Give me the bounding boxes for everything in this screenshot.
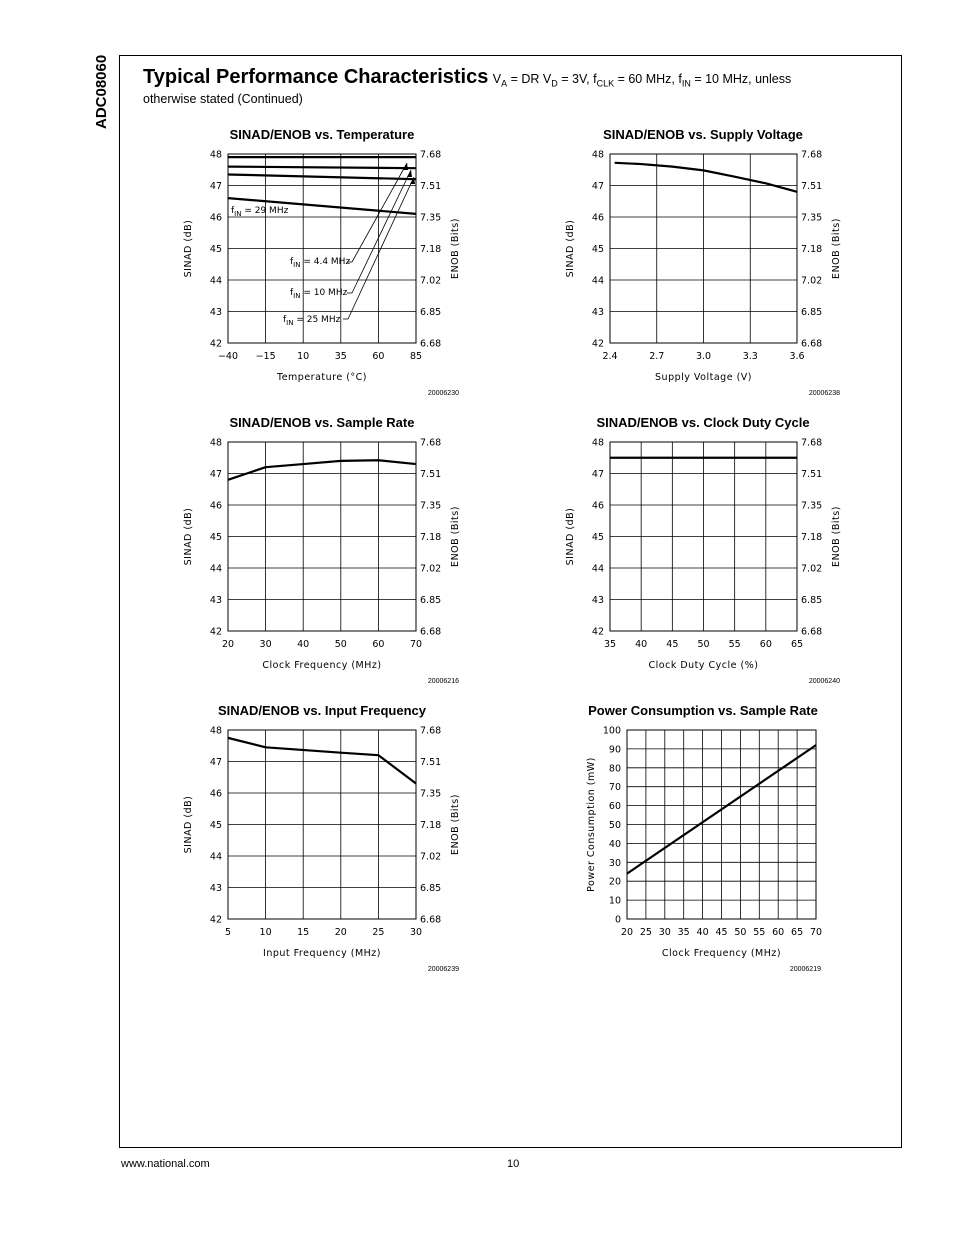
series-annotation: $f_{IN} = 10$ MHz (290, 288, 348, 300)
y-axis-label: SINAD (dB) (183, 219, 194, 278)
x-tick-label: 10 (259, 927, 272, 938)
footer-url: www.national.com (121, 1158, 210, 1170)
x-tick-label: 50 (334, 639, 347, 650)
chart-input (183, 703, 461, 973)
y2-tick-label: 7.18 (420, 532, 442, 543)
series-line (228, 460, 416, 480)
y2-tick-label: 6.85 (420, 595, 442, 606)
chart-title: SINAD/ENOB vs. Temperature (229, 127, 415, 142)
x-axis-label: Clock Frequency (MHz) (262, 660, 382, 671)
x-tick-label: 25 (372, 927, 385, 938)
y-tick-label: 42 (209, 338, 222, 350)
y2-tick-label: 6.68 (801, 338, 823, 350)
y2-tick-label: 7.68 (420, 149, 442, 161)
y-tick-label: 47 (591, 469, 604, 480)
y2-tick-label: 7.02 (420, 275, 442, 287)
y2-tick-label: 6.85 (801, 307, 823, 318)
y-tick-label: 43 (591, 307, 604, 318)
y2-tick-label: 7.18 (801, 532, 823, 543)
y-tick-label: 0 (614, 914, 621, 926)
chart-title: SINAD/ENOB vs. Input Frequency (217, 703, 427, 718)
y2-tick-label: 6.68 (420, 914, 442, 926)
y-tick-label: 42 (591, 626, 604, 638)
y2-tick-label: 7.35 (420, 500, 442, 512)
x-tick-label: 35 (677, 927, 690, 938)
x-tick-label: 3.6 (789, 351, 805, 362)
y-tick-label: 42 (209, 626, 222, 638)
y2-tick-label: 7.68 (420, 725, 442, 737)
annotation-leader (352, 170, 411, 293)
y2-tick-label: 7.18 (420, 820, 442, 831)
y-tick-label: 44 (209, 563, 222, 575)
chart-supply (565, 127, 842, 397)
y2-tick-label: 6.68 (801, 626, 823, 638)
x-tick-label: 3.0 (695, 351, 712, 362)
y2-tick-label: 7.68 (420, 437, 442, 449)
x-tick-label: 40 (297, 639, 310, 650)
x-tick-label: 30 (259, 639, 272, 650)
y-tick-label: 46 (591, 212, 604, 224)
x-tick-label: 50 (734, 927, 747, 938)
y-axis-label: Power Consumption (mW) (586, 757, 597, 892)
y-tick-label: 44 (591, 563, 604, 575)
y2-tick-label: 6.85 (420, 307, 442, 318)
y-tick-label: 20 (608, 876, 621, 888)
chart-title: Power Consumption vs. Sample Rate (588, 703, 818, 718)
y2-tick-label: 7.02 (420, 851, 442, 863)
x-tick-label: 35 (603, 639, 617, 650)
y-tick-label: 45 (209, 532, 222, 543)
x-tick-label: 3.3 (742, 351, 758, 362)
y-tick-label: 48 (209, 437, 222, 449)
y-tick-label: 47 (591, 181, 604, 192)
y2-axis-label: ENOB (Bits) (450, 218, 461, 279)
test-conditions-continued: otherwise stated (Continued) (143, 92, 303, 106)
y-tick-label: 46 (591, 500, 604, 512)
y2-tick-label: 7.51 (420, 181, 442, 192)
x-tick-label: −15 (255, 351, 276, 362)
x-tick-label: 60 (372, 351, 385, 362)
x-axis-label: Supply Voltage (V) (655, 372, 752, 383)
figure-number: 20006230 (427, 390, 459, 397)
y-tick-label: 46 (209, 212, 222, 224)
x-tick-label: 85 (409, 351, 423, 362)
y-tick-label: 70 (608, 782, 621, 794)
x-tick-label: 60 (372, 639, 385, 650)
y2-axis-label: ENOB (Bits) (831, 218, 842, 279)
y2-tick-label: 7.18 (801, 244, 823, 255)
x-tick-label: 45 (666, 639, 679, 650)
annotation-leader (348, 177, 414, 319)
y-tick-label: 48 (591, 149, 604, 161)
y2-tick-label: 7.02 (801, 275, 823, 287)
y-tick-label: 44 (591, 275, 604, 287)
x-tick-label: 20 (221, 639, 235, 650)
y2-axis-label: ENOB (Bits) (831, 506, 842, 567)
y2-tick-label: 7.35 (801, 212, 823, 224)
y-tick-label: 40 (608, 838, 621, 850)
x-tick-label: −40 (217, 351, 239, 362)
series-line (228, 738, 416, 784)
y2-tick-label: 6.85 (420, 883, 442, 894)
annotation-arrowhead (403, 163, 408, 170)
chart-duty (565, 415, 842, 685)
x-tick-label: 40 (696, 927, 709, 938)
y-tick-label: 46 (209, 500, 222, 512)
x-tick-label: 60 (772, 927, 785, 938)
y-tick-label: 48 (209, 725, 222, 737)
x-tick-label: 5 (224, 927, 232, 938)
y-tick-label: 80 (608, 763, 621, 775)
y2-tick-label: 6.68 (420, 338, 442, 350)
figure-number: 20006238 (808, 390, 840, 397)
y2-tick-label: 7.35 (420, 788, 442, 800)
y-tick-label: 10 (608, 895, 621, 907)
annotation-arrowhead (407, 170, 412, 177)
x-tick-label: 10 (297, 351, 310, 362)
y2-tick-label: 7.18 (420, 244, 442, 255)
y2-tick-label: 7.02 (801, 563, 823, 575)
x-tick-label: 35 (334, 351, 347, 362)
y2-tick-label: 7.51 (420, 757, 442, 768)
part-number-side-label: ADC08060 (93, 55, 110, 130)
y2-tick-label: 6.68 (420, 626, 442, 638)
y-tick-label: 44 (209, 851, 222, 863)
x-axis-label: Clock Duty Cycle (%) (648, 660, 759, 671)
x-tick-label: 20 (620, 927, 634, 938)
x-axis-label: Clock Frequency (MHz) (661, 948, 782, 959)
x-tick-label: 15 (297, 927, 310, 938)
y-tick-label: 43 (209, 883, 222, 894)
y2-tick-label: 7.35 (801, 500, 823, 512)
y-tick-label: 42 (209, 914, 222, 926)
series-line (228, 174, 416, 179)
x-tick-label: 70 (809, 927, 823, 938)
x-tick-label: 65 (790, 639, 804, 650)
figure-number: 20006216 (427, 678, 459, 685)
x-axis-label: Input Frequency (MHz) (263, 948, 381, 959)
y-tick-label: 48 (591, 437, 604, 449)
figure-number: 20006240 (808, 678, 840, 685)
y2-tick-label: 7.51 (420, 469, 442, 480)
figure-number: 20006239 (427, 966, 459, 973)
x-tick-label: 30 (409, 927, 423, 938)
y-tick-label: 45 (209, 244, 222, 255)
y2-tick-label: 7.68 (801, 149, 823, 161)
figure-number: 20006219 (789, 966, 821, 973)
y-tick-label: 45 (209, 820, 222, 831)
chart-power (586, 703, 822, 973)
y-tick-label: 90 (608, 744, 621, 756)
y2-tick-label: 6.85 (801, 595, 823, 606)
y2-tick-label: 7.51 (801, 469, 823, 480)
y-tick-label: 60 (608, 801, 621, 813)
chart-temp (183, 127, 461, 397)
y-tick-label: 43 (209, 307, 222, 318)
x-tick-label: 70 (409, 639, 423, 650)
y-tick-label: 48 (209, 149, 222, 161)
series-annotation: $f_{IN} = 25$ MHz (283, 315, 341, 327)
y-tick-label: 30 (608, 857, 621, 869)
y2-tick-label: 7.02 (420, 563, 442, 575)
y-tick-label: 44 (209, 275, 222, 287)
series-line (228, 167, 416, 169)
series-line (615, 163, 797, 192)
x-tick-label: 65 (791, 927, 804, 938)
x-tick-label: 55 (728, 639, 741, 650)
x-tick-label: 60 (759, 639, 772, 650)
y-axis-label: SINAD (dB) (183, 795, 194, 854)
x-axis-label: Temperature (°C) (277, 372, 367, 383)
x-tick-label: 50 (697, 639, 710, 650)
x-tick-label: 40 (635, 639, 648, 650)
x-tick-label: 2.4 (602, 351, 618, 362)
chart-rate (183, 415, 461, 685)
x-tick-label: 55 (753, 927, 766, 938)
chart-title: SINAD/ENOB vs. Supply Voltage (603, 127, 803, 142)
x-tick-label: 25 (639, 927, 652, 938)
y-tick-label: 46 (209, 788, 222, 800)
y2-tick-label: 7.51 (801, 181, 823, 192)
series-annotation: $f_{IN} = 4.4$ MHz (290, 257, 351, 269)
y-tick-label: 47 (209, 469, 222, 480)
y-tick-label: 100 (602, 725, 621, 737)
y2-axis-label: ENOB (Bits) (450, 794, 461, 855)
y-tick-label: 45 (591, 532, 604, 543)
footer-page-number: 10 (507, 1158, 520, 1170)
chart-title: SINAD/ENOB vs. Sample Rate (229, 415, 415, 430)
x-tick-label: 20 (334, 927, 347, 938)
y-axis-label: SINAD (dB) (565, 507, 576, 566)
x-tick-label: 45 (715, 927, 728, 938)
y-tick-label: 42 (591, 338, 604, 350)
y-tick-label: 43 (591, 595, 604, 606)
y-tick-label: 45 (591, 244, 604, 255)
y-axis-label: SINAD (dB) (183, 507, 194, 566)
x-tick-label: 30 (658, 927, 671, 938)
y2-tick-label: 7.68 (801, 437, 823, 449)
x-tick-label: 2.7 (649, 351, 665, 362)
y2-tick-label: 7.35 (420, 212, 442, 224)
y-tick-label: 50 (608, 820, 621, 831)
y2-axis-label: ENOB (Bits) (450, 506, 461, 567)
y-axis-label: SINAD (dB) (565, 219, 576, 278)
series-annotation: $f_{IN} = 29$ MHz (231, 206, 289, 218)
section-title: Typical Performance Characteristics (143, 66, 489, 88)
chart-title: SINAD/ENOB vs. Clock Duty Cycle (596, 415, 810, 430)
test-conditions: $V_A$ = DR $V_D = 3V$, $f_{CLK} = 60$ MHz, $f_{IN} = 10$ MHz, unless (492, 72, 792, 89)
y-tick-label: 47 (209, 181, 222, 192)
y-tick-label: 47 (209, 757, 222, 768)
y-tick-label: 43 (209, 595, 222, 606)
